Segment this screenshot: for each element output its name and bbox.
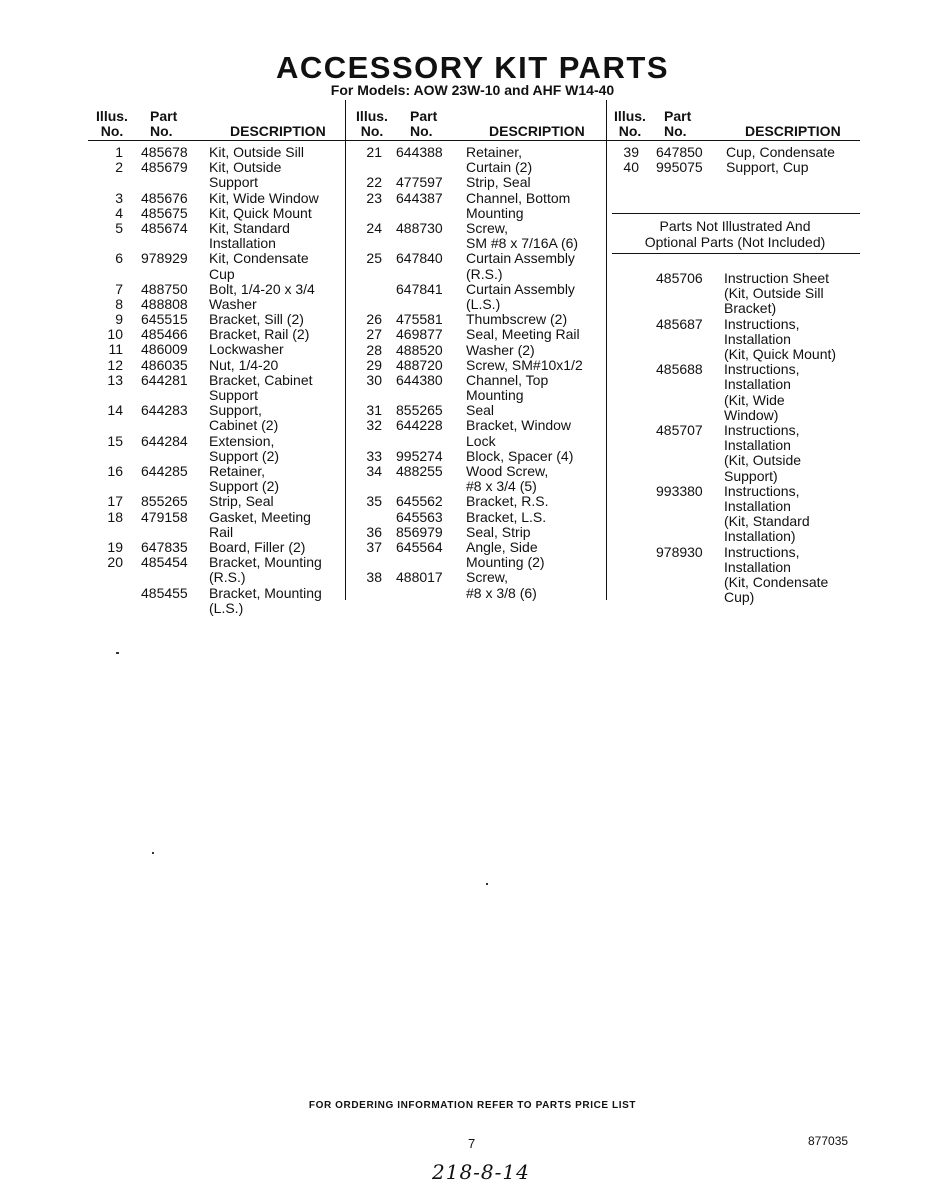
part-description: Bracket, Cabinet Support xyxy=(209,371,313,404)
part-number: 647841 xyxy=(396,280,443,297)
illus-number: 22 xyxy=(366,174,382,191)
part-number: 644388 xyxy=(396,144,443,160)
part-description: Kit, Outside Sill xyxy=(209,144,304,160)
illus-number: 35 xyxy=(366,493,382,510)
part-description: Bracket, R.S. xyxy=(466,493,549,510)
part-number: 485687 xyxy=(656,315,703,332)
part-description: Bracket, Mounting (L.S.) xyxy=(209,584,322,616)
table-row xyxy=(88,251,344,281)
illus-number: 24 xyxy=(366,219,382,236)
part-description: Cup, Condensate xyxy=(726,144,835,160)
part-number: 644284 xyxy=(141,432,188,449)
illus-number: 4 xyxy=(115,204,123,221)
table-row xyxy=(348,525,604,540)
illus-number: 10 xyxy=(107,326,123,343)
table-row xyxy=(348,327,604,342)
table-row xyxy=(348,221,604,251)
table-row xyxy=(348,494,604,509)
part-number: 644285 xyxy=(141,463,188,480)
part-number: 488255 xyxy=(396,463,443,480)
illus-number: 20 xyxy=(107,554,123,571)
part-description: Bracket, Rail (2) xyxy=(209,326,310,343)
part-number: 485455 xyxy=(141,584,188,601)
part-number: 978929 xyxy=(141,250,188,267)
illus-number: 6 xyxy=(115,250,123,267)
part-description: Instructions, Installation (Kit, Wide Window) xyxy=(724,361,800,423)
table-row xyxy=(88,206,344,221)
illus-number: 1 xyxy=(115,144,123,160)
not-illustrated-label: Parts Not Illustrated And Optional Parts (Not Included) xyxy=(644,218,826,250)
illus-number: 38 xyxy=(366,569,382,586)
part-description: Kit, Wide Window xyxy=(209,189,319,206)
table-row xyxy=(88,327,344,342)
part-description: Screw, SM #8 x 7/16A (6) xyxy=(466,219,579,252)
illus-number: 5 xyxy=(115,219,123,236)
part-number: 488808 xyxy=(141,295,188,312)
part-description: Instructions, Installation (Kit, Quick Mount) xyxy=(724,315,837,362)
table-row xyxy=(348,373,604,403)
illus-number: 17 xyxy=(107,493,123,510)
table-row xyxy=(88,403,344,433)
parts-column-1 xyxy=(88,145,344,616)
table-row xyxy=(88,555,344,585)
part-number: 995274 xyxy=(396,447,443,464)
table-row xyxy=(348,464,604,494)
part-number: 644228 xyxy=(396,417,443,434)
col3-illus-header: Illus. No. xyxy=(614,108,646,139)
part-number: 644283 xyxy=(141,402,188,419)
part-number: 485674 xyxy=(141,219,188,236)
part-description: Seal, Strip xyxy=(466,523,531,540)
list-item xyxy=(612,317,858,363)
illus-number: 11 xyxy=(108,341,123,358)
table-row xyxy=(88,540,344,555)
part-number: 645515 xyxy=(141,311,188,328)
part-description: Bracket, Mounting (R.S.) xyxy=(209,554,322,586)
table-row xyxy=(88,297,344,312)
table-row xyxy=(88,191,344,206)
table-row xyxy=(88,282,344,297)
part-number: 855265 xyxy=(141,493,188,510)
col3-description-header: DESCRIPTION xyxy=(745,123,841,139)
part-description: Kit, Outside Support xyxy=(209,159,282,191)
table-row xyxy=(88,464,344,494)
illus-number: 32 xyxy=(366,417,382,434)
part-description: Extension, Support (2) xyxy=(209,432,280,464)
part-description: Retainer, Curtain (2) xyxy=(466,144,533,176)
part-description: Strip, Seal xyxy=(466,174,531,191)
illus-number: 28 xyxy=(366,341,382,358)
list-item xyxy=(612,423,858,484)
part-number: 993380 xyxy=(656,482,703,499)
part-number: 475581 xyxy=(396,311,443,328)
part-description: Bracket, Sill (2) xyxy=(209,311,304,328)
table-row xyxy=(348,312,604,327)
col3-part-header: Part No. xyxy=(664,108,692,139)
table-row xyxy=(88,145,344,160)
illus-number: 13 xyxy=(107,371,123,388)
part-number: 488730 xyxy=(396,219,443,236)
list-item xyxy=(612,362,858,423)
part-description: Instructions, Installation (Kit, Standard Installation) xyxy=(724,482,810,545)
illus-number: 2 xyxy=(115,159,123,176)
part-number: 485688 xyxy=(656,361,703,378)
page-subtitle: For Models: AOW 23W-10 and AHF W14-40 xyxy=(330,82,615,98)
part-description: Seal, Meeting Rail xyxy=(466,326,580,343)
table-row xyxy=(348,282,604,312)
optional-box-top-rule xyxy=(612,213,860,214)
part-number: 647850 xyxy=(656,144,703,160)
parts-column-2 xyxy=(348,145,604,601)
table-row xyxy=(608,145,860,160)
table-row xyxy=(88,586,344,616)
part-number: 647840 xyxy=(396,250,443,267)
table-row xyxy=(88,358,344,373)
part-number: 855265 xyxy=(396,402,443,419)
col1-description-header: DESCRIPTION xyxy=(230,123,326,139)
part-number: 488750 xyxy=(141,280,188,297)
part-description: Washer xyxy=(209,295,257,312)
part-description: Strip, Seal xyxy=(209,493,274,510)
part-description: Lockwasher xyxy=(209,341,284,358)
illus-number: 36 xyxy=(366,523,382,540)
header-underline xyxy=(88,140,860,141)
part-number: 488520 xyxy=(396,341,443,358)
page-number: 7 xyxy=(468,1136,476,1151)
col1-part-header: Part No. xyxy=(150,108,178,139)
part-description: Seal xyxy=(466,402,495,419)
part-description: Support, Cabinet (2) xyxy=(209,402,279,434)
part-description: Bracket, Window Lock xyxy=(466,417,572,449)
table-row xyxy=(348,175,604,190)
table-row xyxy=(348,418,604,448)
part-description: Screw, SM#10x1/2 xyxy=(466,356,583,373)
optional-box-bottom-rule xyxy=(612,253,860,254)
part-number: 644380 xyxy=(396,371,443,388)
illus-number: 29 xyxy=(366,356,382,373)
col2-description-header: DESCRIPTION xyxy=(489,123,585,139)
part-number: 485679 xyxy=(141,159,188,176)
part-description: Channel, Top Mounting xyxy=(466,371,549,404)
part-description: Instructions, Installation (Kit, Outside Support) xyxy=(724,421,802,484)
scan-speck xyxy=(116,652,119,654)
illus-number: 21 xyxy=(366,144,382,160)
illus-number: 30 xyxy=(366,371,382,388)
column-divider-1 xyxy=(345,100,346,600)
part-number: 488720 xyxy=(396,356,443,373)
parts-column-3 xyxy=(608,145,860,175)
illus-number: 9 xyxy=(115,311,123,328)
illus-number: 26 xyxy=(366,311,382,328)
handwritten-note: 218-8-14 xyxy=(432,1160,530,1184)
col2-part-header: Part No. xyxy=(410,108,438,139)
part-number: 485678 xyxy=(141,144,188,160)
part-description: Instructions, Installation (Kit, Condensate Cup) xyxy=(724,543,829,606)
table-row xyxy=(88,373,344,403)
part-description: Board, Filler (2) xyxy=(209,539,306,555)
illus-number: 37 xyxy=(366,539,382,555)
part-number: 645564 xyxy=(396,539,443,555)
part-number: 485706 xyxy=(656,270,703,286)
not-illustrated-list xyxy=(612,271,858,605)
part-description: Thumbscrew (2) xyxy=(466,311,568,328)
illus-number: 27 xyxy=(366,326,382,343)
table-row xyxy=(348,540,604,570)
part-number: 645562 xyxy=(396,493,443,510)
part-number: 485676 xyxy=(141,189,188,206)
ordering-note: FOR ORDERING INFORMATION REFER TO PARTS PRICE LIST xyxy=(308,1100,637,1111)
illus-number: 19 xyxy=(107,539,123,555)
illus-number: 7 xyxy=(115,280,123,297)
scan-speck xyxy=(152,852,154,854)
illus-number: 40 xyxy=(623,159,639,176)
part-number: 486009 xyxy=(141,341,188,358)
part-number: 978930 xyxy=(656,543,703,560)
part-description: Angle, Side Mounting (2) xyxy=(466,539,545,571)
table-row xyxy=(348,570,604,600)
part-description: Instruction Sheet (Kit, Outside Sill Bracket) xyxy=(724,270,830,317)
table-row xyxy=(348,403,604,418)
part-description: Curtain Assembly (R.S.) xyxy=(466,250,575,282)
table-row xyxy=(88,494,344,509)
list-item xyxy=(612,545,858,606)
part-number: 485707 xyxy=(656,421,703,438)
part-description: Block, Spacer (4) xyxy=(466,447,574,464)
col1-illus-header: Illus. No. xyxy=(96,108,128,139)
part-number: 644281 xyxy=(141,371,188,388)
part-number: 479158 xyxy=(141,508,188,525)
illus-number: 14 xyxy=(107,402,123,419)
part-description: Gasket, Meeting Rail xyxy=(209,508,311,540)
part-description: Screw, #8 x 3/8 (6) xyxy=(466,569,537,601)
part-description: Kit, Quick Mount xyxy=(209,204,312,221)
part-description: Kit, Standard Installation xyxy=(209,219,290,252)
part-number: 647835 xyxy=(141,539,188,555)
table-row xyxy=(88,342,344,357)
illus-number: 3 xyxy=(115,189,123,206)
illus-number: 18 xyxy=(107,508,123,525)
illus-number: 15 xyxy=(107,432,123,449)
illus-number: 16 xyxy=(107,463,123,480)
list-item xyxy=(612,484,858,545)
table-row xyxy=(348,251,604,281)
illus-number: 23 xyxy=(366,189,382,206)
part-number: 485675 xyxy=(141,204,188,221)
page-title: ACCESSORY KIT PARTS xyxy=(275,50,670,85)
part-description: Channel, Bottom Mounting xyxy=(466,189,571,221)
table-row xyxy=(348,449,604,464)
table-row xyxy=(88,510,344,540)
table-row xyxy=(348,358,604,373)
part-description: Bolt, 1/4-20 x 3/4 xyxy=(209,280,315,297)
illus-number: 25 xyxy=(366,250,382,267)
illus-number: 8 xyxy=(115,295,123,312)
table-row xyxy=(348,191,604,221)
part-number: 485466 xyxy=(141,326,188,343)
document-number: 877035 xyxy=(808,1134,849,1148)
table-row xyxy=(88,221,344,251)
table-row xyxy=(88,312,344,327)
part-number: 995075 xyxy=(656,159,703,176)
part-number: 856979 xyxy=(396,523,443,540)
illus-number: 33 xyxy=(366,447,382,464)
column-divider-2 xyxy=(606,100,607,600)
table-row xyxy=(88,434,344,464)
part-number: 645563 xyxy=(396,508,443,525)
part-number: 477597 xyxy=(396,174,443,191)
part-description: Kit, Condensate Cup xyxy=(209,250,309,282)
part-description: Nut, 1/4-20 xyxy=(209,356,279,373)
col2-illus-header: Illus. No. xyxy=(356,108,388,139)
part-description: Support, Cup xyxy=(726,159,809,176)
illus-number: 31 xyxy=(366,402,382,419)
part-description: Washer (2) xyxy=(466,341,535,358)
illus-number: 39 xyxy=(623,144,639,160)
part-description: Curtain Assembly (L.S.) xyxy=(466,280,575,312)
part-number: 644387 xyxy=(396,189,443,206)
part-description: Bracket, L.S. xyxy=(466,508,547,525)
illus-number: 12 xyxy=(107,356,123,373)
part-description: Retainer, Support (2) xyxy=(209,463,280,495)
part-description: Wood Screw, #8 x 3/4 (5) xyxy=(466,463,549,495)
illus-number: 34 xyxy=(366,463,382,480)
scan-speck xyxy=(486,883,488,885)
table-row xyxy=(348,343,604,358)
table-row xyxy=(88,160,344,190)
table-row xyxy=(348,510,604,525)
table-row xyxy=(608,160,860,175)
part-number: 485454 xyxy=(141,554,188,571)
list-item xyxy=(612,271,858,317)
table-row xyxy=(348,145,604,175)
part-number: 486035 xyxy=(141,356,188,373)
part-number: 488017 xyxy=(396,569,443,586)
part-number: 469877 xyxy=(396,326,443,343)
